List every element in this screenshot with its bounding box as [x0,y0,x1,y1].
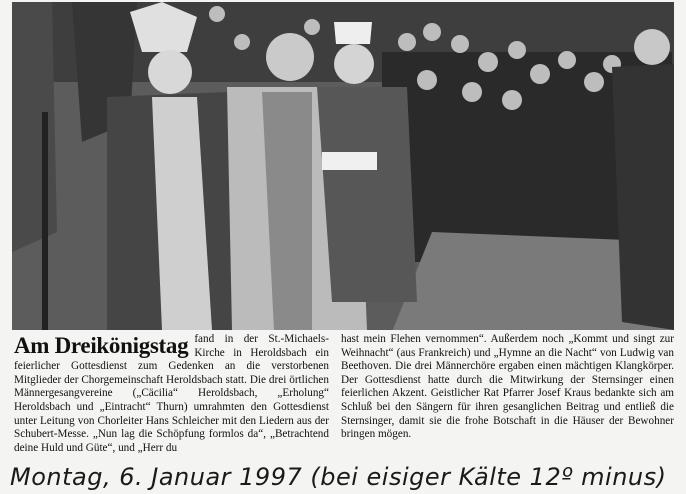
church-ceremony-photo [12,2,674,330]
headline: Am Dreikönigstag [14,333,189,358]
article-column-1 [14,333,329,455]
article [14,333,674,463]
article-body-1: Heroldsbach ein feierlicher Gottesdienst zum Gedenken an die verstorbenen Mitglieder der Chorgemeinschaft Heroldsbach statt. Die drei örtlichen Männergesangvereine („Cäcilia“ Heroldsbach, „Erholung“ Heroldsbach und „Eintracht“ Thurn) umrahmten den Gottesdienst unter Leitung von Chorleiter Hans Schleicher mit den Liedern aus der Schubert-Messe. „Nun lag die Schöpfung formlos da“, „Betrachtend deine Huld und Güte“, und „Herr du [14,346,330,454]
article-lead: fand in der St.-Michaels-Kirche in [194,333,329,359]
article-body-2: hast mein Flehen vernommen“. Außerdem noch „Kommt und singt zur Weihnacht“ (aus Frankreich) und „Hymne an die Nacht“ von Ludwig van Beethoven. Die drei Männerchöre ergaben einen mächtigen Klangkörper. Der Gottesdienst hatte durch die Mitwirkung der Sternsinger einen feierlichen Akzent. Geistlicher Rat Pfarrer Josef Kraus bedankte sich am Schluß bei den Sängern für ihren gesanglichen Beitrag und entließ die Sternsinger, damit sie die frohe Botschaft in die Häuser der Bewohner bringen mögen. [341,333,674,441]
handwritten-note: Montag, 6. Januar 1997 (bei eisiger Kälte 12º minus) [10,463,667,491]
article-column-2 [341,333,674,442]
